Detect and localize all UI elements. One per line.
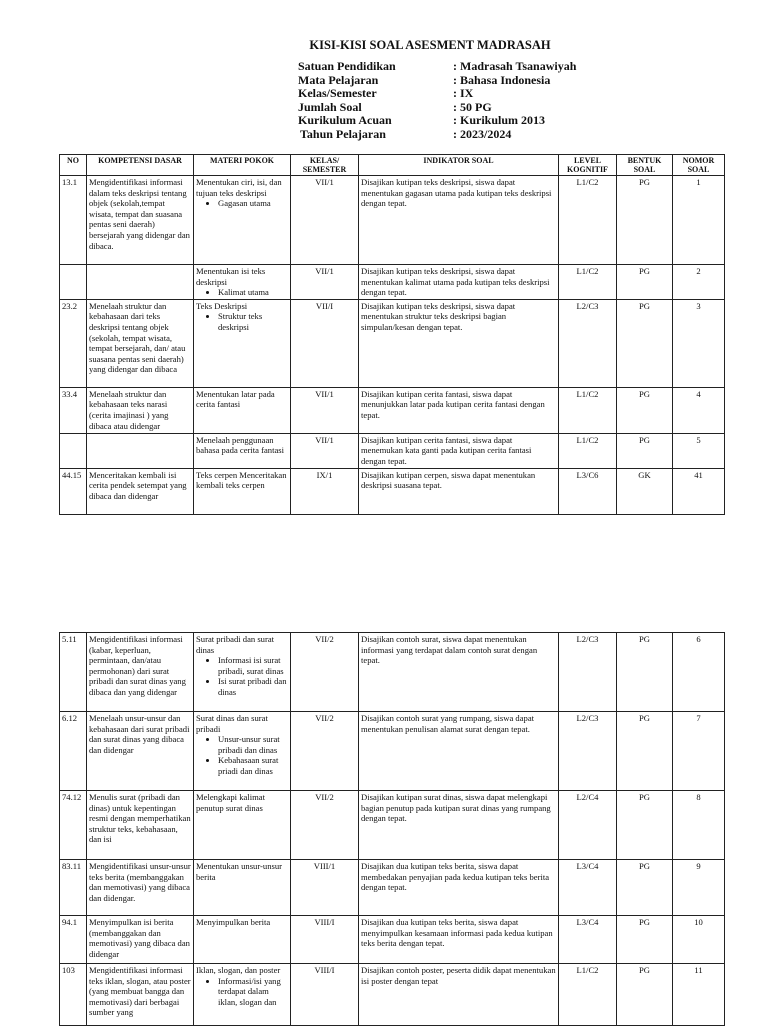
cell-materi-pokok	[194, 712, 291, 791]
materi-text: Menentukan unsur-unsur berita	[196, 861, 282, 882]
meta-value: : Bahasa Indonesia	[453, 72, 551, 87]
meta-label: Kelas/Semester	[298, 86, 377, 101]
cell-level-kognitif: L2/C3	[559, 633, 617, 712]
cell-indikator-soal: Disajikan contoh poster, peserta didik dapat menentukan isi poster dengan tepat	[359, 964, 559, 1026]
meta-row	[298, 101, 576, 115]
cell-bentuk-soal: PG	[617, 433, 673, 468]
table-row	[60, 633, 725, 712]
cell-kelas-semester: VII/1	[291, 176, 359, 265]
cell-no: 94.1	[60, 916, 87, 964]
cell-bentuk-soal: PG	[617, 712, 673, 791]
header-no: NO	[60, 155, 87, 176]
cell-bentuk-soal: PG	[617, 964, 673, 1026]
cell-nomor-soal: 9	[673, 860, 725, 916]
cell-no: 23.2	[60, 299, 87, 387]
meta-value: : IX	[453, 86, 474, 101]
cell-kompetensi-dasar: Menelaah unsur-unsur dan kebahasaan dari surat pribadi dan surat dinas yang dibaca dan didengar	[87, 712, 194, 791]
materi-text: Menyimpulkan berita	[196, 917, 271, 927]
cell-kelas-semester: VII/1	[291, 265, 359, 300]
cell-indikator-soal: Disajikan kutipan cerpen, siswa dapat menentukan deskripsi suasana tepat.	[359, 468, 559, 514]
cell-level-kognitif: L2/C3	[559, 712, 617, 791]
cell-bentuk-soal: PG	[617, 860, 673, 916]
cell-nomor-soal: 1	[673, 176, 725, 265]
materi-text: Melengkapi kalimat penutup surat dinas	[196, 792, 265, 813]
cell-kompetensi-dasar: Menyimpulkan isi berita (membanggakan dan memotivasi) yang dibaca dan didengar	[87, 916, 194, 964]
cell-kompetensi-dasar: Menelaah struktur dan kebahasaan teks narasi (cerita imajinasi ) yang dibaca atau didengar	[87, 387, 194, 433]
table-row	[60, 791, 725, 860]
cell-bentuk-soal: GK	[617, 468, 673, 514]
materi-bullet-item: • Informasi isi surat pribadi, surat dinas	[218, 655, 288, 676]
cell-level-kognitif: L2/C3	[559, 299, 617, 387]
cell-level-kognitif: L1/C2	[559, 964, 617, 1026]
table-row	[60, 860, 725, 916]
cell-nomor-soal: 5	[673, 433, 725, 468]
materi-text: Teks Deskripsi	[196, 300, 248, 311]
header-materi-pokok: MATERI POKOK	[194, 155, 291, 176]
materi-bullet-item: • Gagasan utama	[218, 198, 288, 209]
meta-row	[298, 114, 576, 128]
materi-bullet-list	[196, 734, 288, 776]
materi-text: Menentukan isi teks deskripsi	[196, 266, 266, 287]
cell-materi-pokok	[194, 265, 291, 300]
meta-label: Kurikulum Acuan	[298, 113, 392, 128]
table-row	[60, 433, 725, 468]
cell-indikator-soal: Disajikan kutipan teks deskripsi, siswa dapat menentukan kalimat utama pada kutipan teks deskripsi dengan tepat.	[359, 265, 559, 300]
cell-no: 83.11	[60, 860, 87, 916]
materi-bullet-item: • Isi surat pribadi dan dinas	[218, 676, 288, 697]
cell-level-kognitif: L3/C6	[559, 468, 617, 514]
cell-materi-pokok	[194, 176, 291, 265]
cell-kelas-semester: IX/1	[291, 468, 359, 514]
header-nomor-soal: NOMOR SOAL	[673, 155, 725, 176]
cell-indikator-soal: Disajikan kutipan surat dinas, siswa dapat melengkapi bagian penutup pada kutipan surat dinas yang rumpang dengan tepat.	[359, 791, 559, 860]
cell-kelas-semester: VII/1	[291, 433, 359, 468]
table-row	[60, 468, 725, 514]
meta-label: Satuan Pendidikan	[298, 59, 396, 73]
cell-materi-pokok	[194, 387, 291, 433]
meta-row	[298, 60, 576, 74]
cell-bentuk-soal: PG	[617, 633, 673, 712]
cell-no: 44.15	[60, 468, 87, 514]
cell-no: 5.11	[60, 633, 87, 712]
cell-kompetensi-dasar	[87, 265, 194, 300]
cell-kelas-semester: VIII/I	[291, 916, 359, 964]
meta-row	[298, 128, 576, 142]
cell-kompetensi-dasar	[87, 433, 194, 468]
cell-kompetensi-dasar: Menulis surat (pribadi dan dinas) untuk kepentingan resmi dengan memperhatikan struktur teks, kebahasaan, dan isi	[87, 791, 194, 860]
meta-label: Mata Pelajaran	[298, 72, 379, 87]
cell-no: 13.1	[60, 176, 87, 265]
meta-row	[298, 87, 576, 101]
header-indikator-soal: INDIKATOR SOAL	[359, 155, 559, 176]
materi-bullet-item: • Unsur-unsur surat pribadi dan dinas	[218, 734, 288, 755]
materi-text: Teks cerpen Menceritakan kembali teks cerpen	[196, 469, 287, 491]
meta-value: : Madrasah Tsanawiyah	[453, 59, 577, 73]
cell-level-kognitif: L1/C2	[559, 387, 617, 433]
cell-indikator-soal: Disajikan kutipan teks deskripsi, siswa dapat menentukan gagasan utama pada kutipan teks deskripsi dengan tepat.	[359, 176, 559, 265]
table-row	[60, 916, 725, 964]
cell-indikator-soal: Disajikan kutipan teks deskripsi, siswa dapat menentukan struktur teks deskripsi bagian simpulan/kesan dengan tepat.	[359, 299, 559, 387]
cell-kompetensi-dasar: Menceritakan kembali isi cerita pendek setempat yang dibaca dan didengar	[87, 468, 194, 514]
cell-materi-pokok	[194, 433, 291, 468]
cell-no	[60, 265, 87, 300]
materi-text: Surat pribadi dan surat dinas	[196, 634, 275, 655]
materi-bullet-item: • Kalimat utama	[218, 287, 288, 298]
table-row	[60, 387, 725, 433]
cell-bentuk-soal: PG	[617, 916, 673, 964]
cell-kompetensi-dasar: Mengidentifikasi informasi (kabar, keperluan, permintaan, dan/atau permohonan) dari surat pribadi dan surat dinas yang dibaca dan yang didengar	[87, 633, 194, 712]
cell-kompetensi-dasar: Mengidentifikasi informasi dalam teks deskripsi tentang objek (sekolah,tempat wisata, tempat dan suasana pentas seni daerah) bersejarah yang didengar dan dibaca.	[87, 176, 194, 265]
cell-kelas-semester: VII/2	[291, 712, 359, 791]
materi-bullet-item: • Informasi/isi yang terdapat dalam iklan, slogan dan	[218, 976, 288, 1008]
materi-text: Menentukan ciri, isi, dan tujuan teks deskripsi	[196, 177, 282, 198]
table-header-row	[60, 155, 725, 176]
cell-kelas-semester: VII/1	[291, 387, 359, 433]
cell-nomor-soal: 4	[673, 387, 725, 433]
cell-materi-pokok	[194, 964, 291, 1026]
cell-nomor-soal: 3	[673, 299, 725, 387]
header-kelas-semester: KELAS/ SEMESTER	[291, 155, 359, 176]
materi-text: Surat dinas dan surat pribadi	[196, 713, 268, 734]
cell-indikator-soal: Disajikan contoh surat yang rumpang, siswa dapat menentukan penulisan alamat surat dengan tepat.	[359, 712, 559, 791]
materi-text: Menelaah penggunaan bahasa pada cerita fantasi	[196, 434, 285, 456]
cell-indikator-soal: Disajikan contoh surat, siswa dapat menentukan informasi yang terdapat dalam contoh surat dengan tepat.	[359, 633, 559, 712]
cell-kompetensi-dasar: Menelaah struktur dan kebahasaan dari teks deskripsi tentang objek (sekolah, tempat wisata, tempat bersejarah, dan/ atau suasana pentas seni daerah) yang didengar dan dibaca	[87, 299, 194, 387]
meta-value: : Kurikulum 2013	[453, 113, 546, 128]
meta-row	[298, 74, 576, 88]
cell-materi-pokok	[194, 791, 291, 860]
cell-nomor-soal: 11	[673, 964, 725, 1026]
cell-nomor-soal: 2	[673, 265, 725, 300]
materi-bullet-list	[196, 311, 288, 332]
materi-bullet-list	[196, 976, 288, 1008]
materi-bullet-list	[196, 287, 288, 298]
header-bentuk-soal: BENTUK SOAL	[617, 155, 673, 176]
cell-kelas-semester: VIII/I	[291, 964, 359, 1026]
cell-materi-pokok	[194, 860, 291, 916]
cell-level-kognitif: L1/C2	[559, 265, 617, 300]
table-row	[60, 265, 725, 300]
cell-bentuk-soal: PG	[617, 299, 673, 387]
cell-no: 103	[60, 964, 87, 1026]
document-metadata	[298, 60, 576, 142]
cell-materi-pokok	[194, 633, 291, 712]
meta-value: : 2023/2024	[453, 126, 512, 141]
cell-kelas-semester: VII/2	[291, 633, 359, 712]
materi-text: Menentukan latar pada cerita fantasi	[196, 388, 275, 410]
cell-level-kognitif: L1/C2	[559, 176, 617, 265]
cell-materi-pokok	[194, 299, 291, 387]
materi-text: Iklan, slogan, dan poster	[196, 965, 281, 975]
kisi-kisi-table-page-1	[59, 154, 725, 515]
materi-bullet-list	[196, 198, 288, 209]
cell-bentuk-soal: PG	[617, 176, 673, 265]
cell-indikator-soal: Disajikan dua kutipan teks berita, siswa dapat membedakan penyajian pada kedua kutipan teks berita dengan tepat.	[359, 860, 559, 916]
header-level-kognitif: LEVEL KOGNITIF	[559, 155, 617, 176]
header-kompetensi-dasar: KOMPETENSI DASAR	[87, 155, 194, 176]
cell-kompetensi-dasar: Mengidentifikasi unsur-unsur teks berita (membanggakan dan memotivasi) yang dibaca dan didengar.	[87, 860, 194, 916]
table-row	[60, 964, 725, 1026]
cell-no: 74.12	[60, 791, 87, 860]
cell-materi-pokok	[194, 468, 291, 514]
cell-no	[60, 433, 87, 468]
cell-level-kognitif: L3/C4	[559, 916, 617, 964]
cell-nomor-soal: 10	[673, 916, 725, 964]
cell-level-kognitif: L1/C2	[559, 433, 617, 468]
cell-kelas-semester: VIII/1	[291, 860, 359, 916]
meta-value: : 50 PG	[453, 99, 492, 114]
cell-indikator-soal: Disajikan kutipan cerita fantasi, siswa dapat menemukan kata ganti pada kutipan cerita fantasi dengan tepat.	[359, 433, 559, 468]
cell-no: 33.4	[60, 387, 87, 433]
materi-bullet-list	[196, 655, 288, 697]
cell-kelas-semester: VII/I	[291, 299, 359, 387]
cell-indikator-soal: Disajikan kutipan cerita fantasi, siswa dapat menunjukkan latar pada kutipan cerita fantasi dengan tepat.	[359, 387, 559, 433]
cell-indikator-soal: Disajikan dua kutipan teks berita, siswa dapat menyimpulkan kesamaan informasi pada kedua kutipan teks berita dengan tepat.	[359, 916, 559, 964]
cell-nomor-soal: 8	[673, 791, 725, 860]
cell-no: 6.12	[60, 712, 87, 791]
cell-level-kognitif: L3/C4	[559, 860, 617, 916]
cell-bentuk-soal: PG	[617, 791, 673, 860]
cell-kompetensi-dasar: Mengidentifikasi informasi teks iklan, slogan, atau poster (yang membuat bangga dan memotivasi) dari berbagai sumber yang	[87, 964, 194, 1026]
cell-bentuk-soal: PG	[617, 387, 673, 433]
cell-nomor-soal: 6	[673, 633, 725, 712]
meta-label: Tahun Pelajaran	[300, 126, 386, 141]
meta-label: Jumlah Soal	[298, 99, 362, 114]
cell-kelas-semester: VII/2	[291, 791, 359, 860]
table-row	[60, 299, 725, 387]
cell-bentuk-soal: PG	[617, 265, 673, 300]
table-row	[60, 712, 725, 791]
document-title: KISI-KISI SOAL ASESMENT MADRASAH	[309, 38, 551, 52]
materi-bullet-item: • Kebahasaan surat priadi dan dinas	[218, 755, 288, 776]
cell-materi-pokok	[194, 916, 291, 964]
cell-nomor-soal: 41	[673, 468, 725, 514]
cell-nomor-soal: 7	[673, 712, 725, 791]
kisi-kisi-table-page-2	[59, 632, 725, 1026]
materi-bullet-item: • Struktur teks deskripsi	[218, 311, 288, 332]
table-row	[60, 176, 725, 265]
cell-level-kognitif: L2/C4	[559, 791, 617, 860]
